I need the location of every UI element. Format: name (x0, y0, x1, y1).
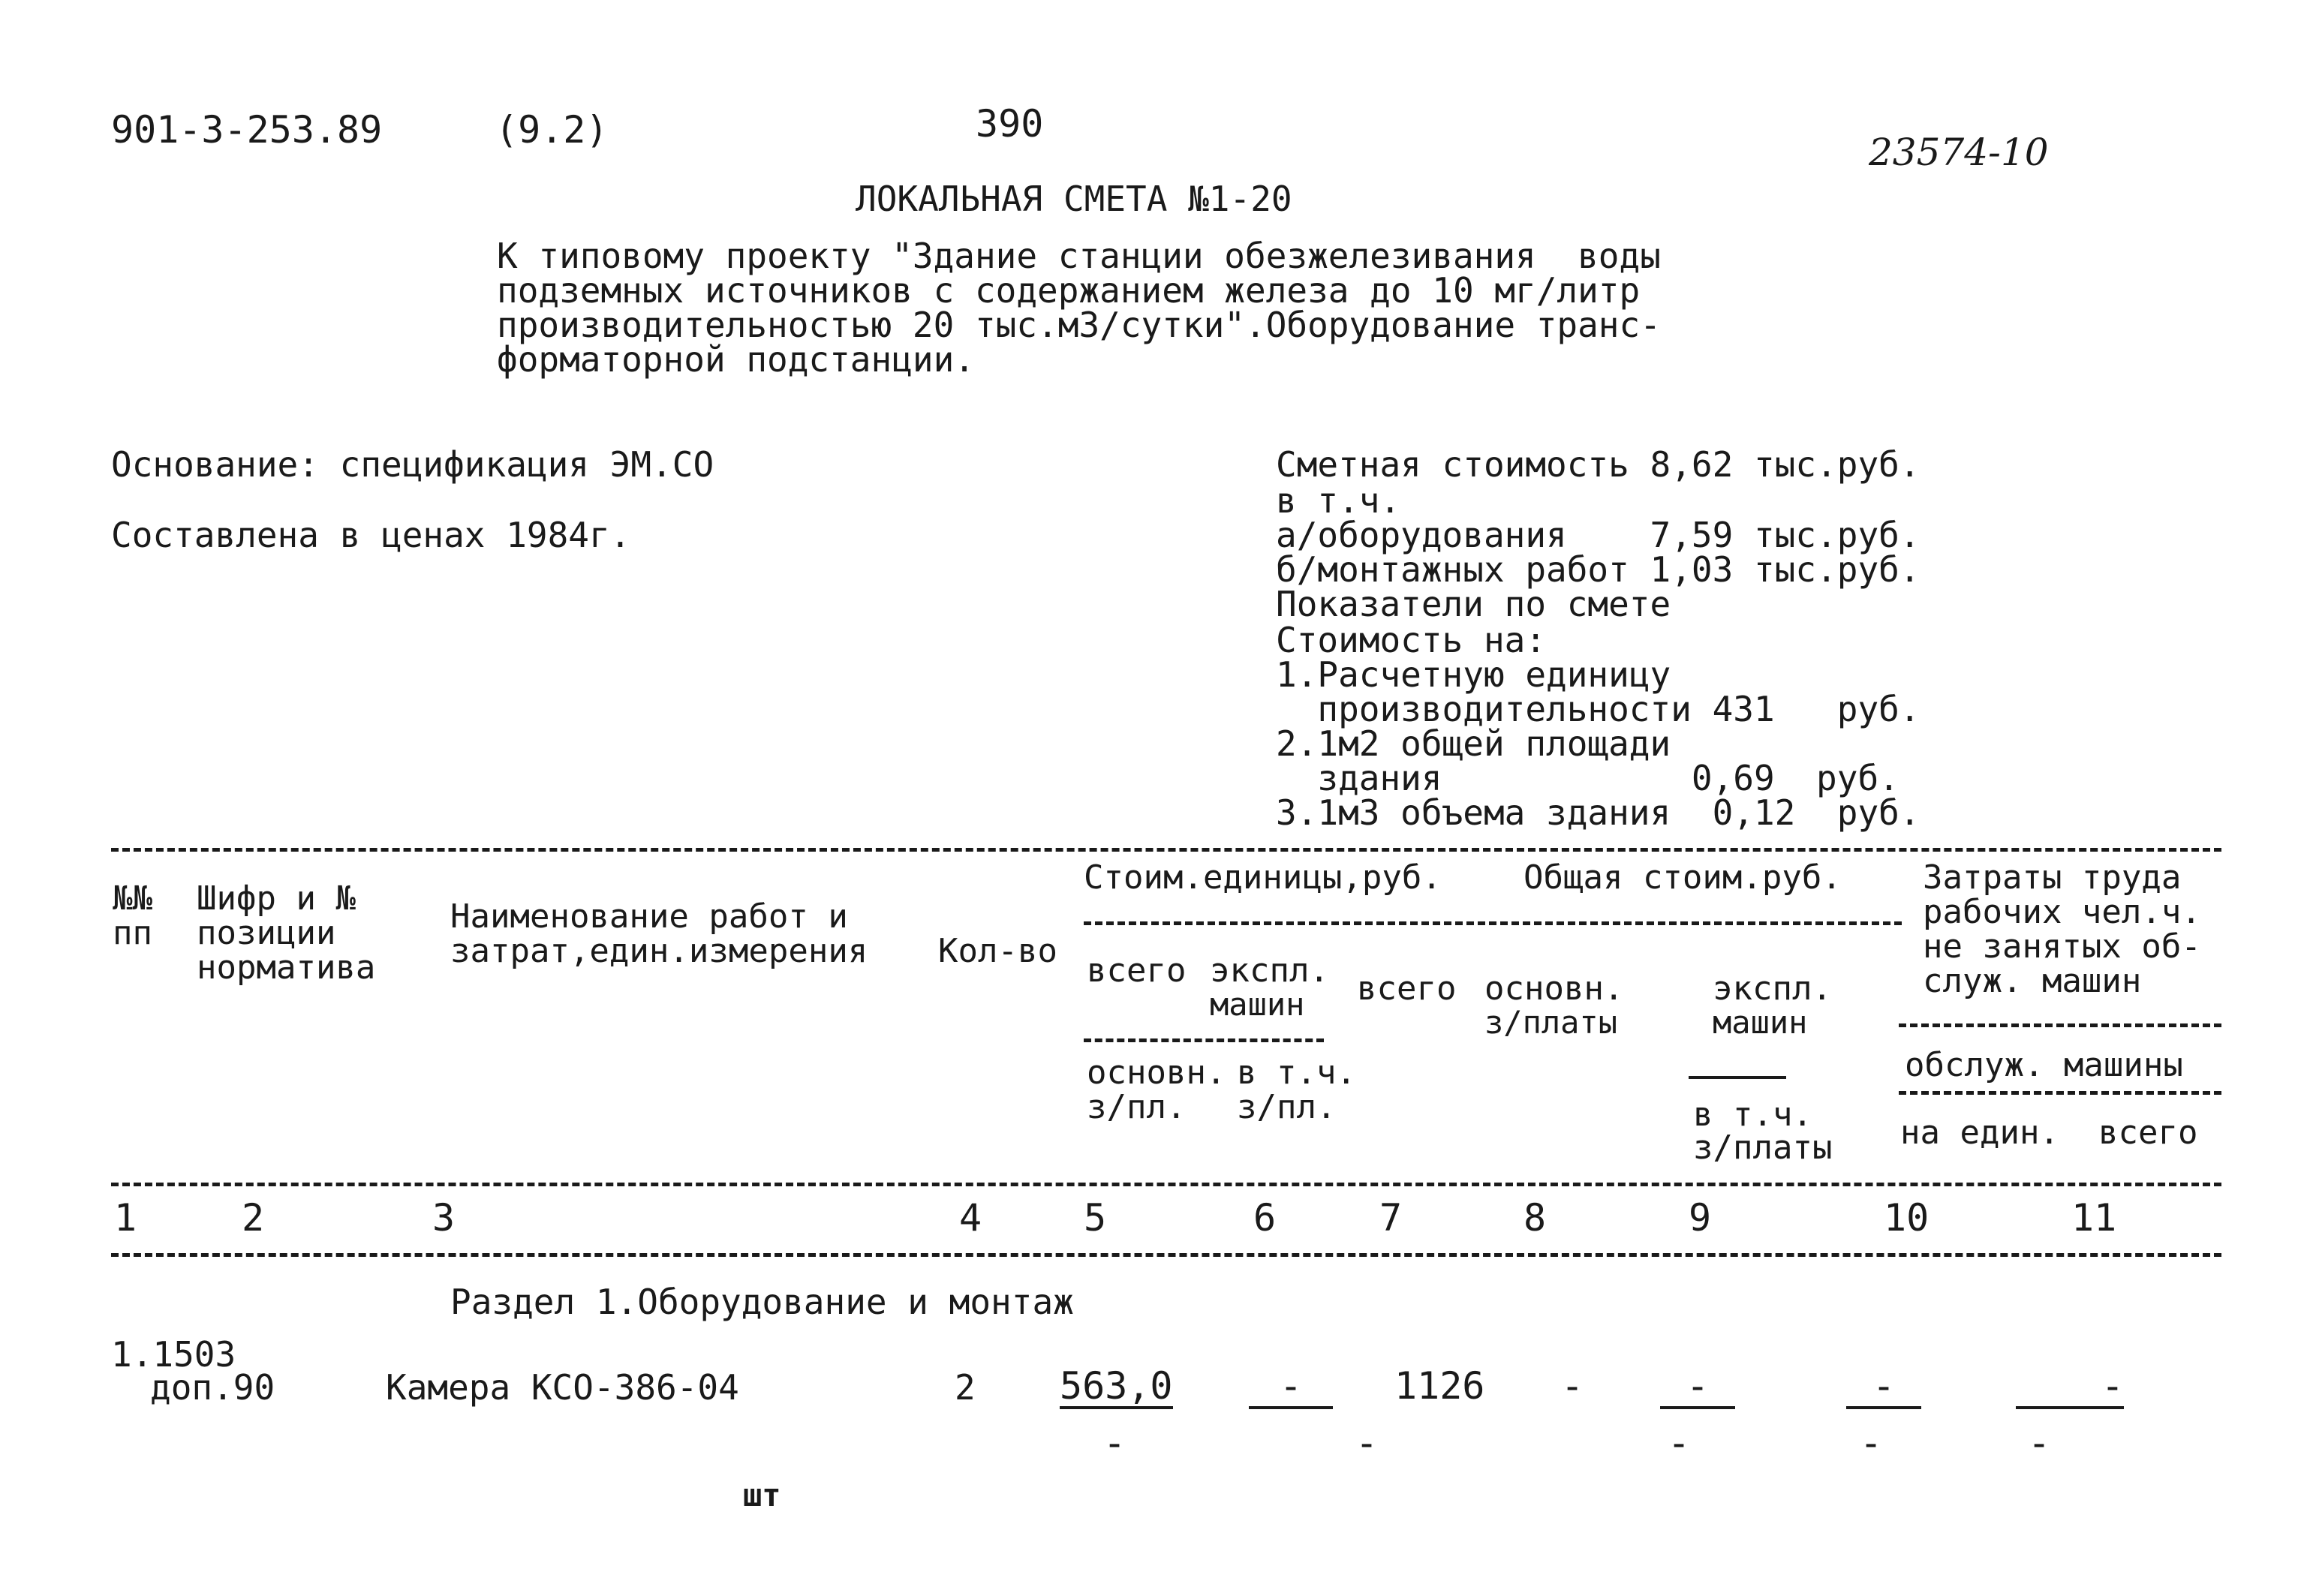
header-code: норматива (197, 948, 376, 987)
header-code: позиции (197, 914, 336, 952)
row-code-line2: доп.90 (150, 1367, 275, 1408)
summary-line: Показатели по смете (1276, 584, 1671, 624)
header-subrule (1899, 1091, 2221, 1095)
header-total-expl: машин (1713, 1004, 1808, 1041)
header-subrule (1084, 1038, 1324, 1042)
table-top-rule (111, 848, 2221, 852)
header-total-incl: в т.ч. (1693, 1096, 1812, 1134)
column-number-rule (111, 1183, 2221, 1186)
summary-line: 2.1м2 общей площади (1276, 723, 1671, 764)
header-subrule (1689, 1076, 1786, 1079)
description-line: подземных источников с содержанием железа до 10 мг/литр (497, 270, 1641, 311)
basis-prices: Составлена в ценах 1984г. (111, 515, 631, 555)
summary-line: Сметная стоимость 8,62 тыс.руб. (1276, 444, 1921, 485)
header-total-incl: з/платы (1693, 1129, 1833, 1167)
header-unit-base-salary: з/пл. (1087, 1088, 1187, 1126)
header-name: затрат,един.измерения (450, 932, 868, 970)
header-code: Шифр и № (197, 879, 356, 918)
header-labor-group: служ. машин (1923, 962, 2142, 1000)
summary-line: производительности 431 руб. (1276, 689, 1921, 729)
row-unit-of-measure: шт (743, 1477, 781, 1513)
header-unit-base-salary: основн. (1087, 1053, 1226, 1092)
header-unit-expl: машин (1210, 986, 1305, 1023)
page-number: 390 (976, 102, 1044, 146)
header-subrule (1899, 1023, 2221, 1027)
column-number: 3 (432, 1196, 456, 1240)
column-number: 8 (1523, 1196, 1547, 1240)
header-row-number: пп (113, 914, 152, 952)
header-total-all: всего (1357, 969, 1457, 1008)
column-number: 2 (242, 1196, 265, 1240)
header-labor-per-unit: на един. (1900, 1114, 2059, 1152)
description-line: К типовому проекту "Здание станции обезжелезивания воды (497, 236, 1661, 276)
header-subrule (1084, 921, 1902, 925)
summary-line: в т.ч. (1276, 480, 1401, 521)
column-number: 6 (1253, 1196, 1277, 1240)
header-labor-group: рабочих чел.ч. (1923, 893, 2201, 931)
summary-line: Стоимость на: (1276, 620, 1547, 660)
header-unit-incl-salary: в т.ч. (1237, 1053, 1356, 1092)
header-labor-total: всего (2098, 1114, 2198, 1152)
header-name: Наименование работ и (450, 897, 848, 936)
header-unit-expl: экспл. (1210, 951, 1329, 990)
row-labor-unit: - (1846, 1367, 1921, 1409)
row-total: 1126 (1394, 1364, 1485, 1408)
header-unit-incl-salary: з/пл. (1237, 1088, 1337, 1126)
summary-line: а/оборудования 7,59 тыс.руб. (1276, 515, 1921, 555)
column-number: 10 (1884, 1196, 1930, 1240)
header-total-expl: экспл. (1713, 969, 1832, 1008)
header-total-base: основн. (1484, 969, 1624, 1008)
row-name: Камера КСО-386-04 (386, 1367, 739, 1408)
section-title: Раздел 1.Оборудование и монтаж (450, 1282, 1074, 1322)
header-total-cost-group: Общая стоим.руб. (1523, 858, 1842, 897)
column-number: 9 (1689, 1196, 1712, 1240)
summary-line: здания 0,69 руб. (1276, 758, 1899, 798)
row-unit-cost: 563,0 (1060, 1364, 1173, 1408)
row-quantity: 2 (955, 1367, 976, 1408)
header-row-number: №№ (113, 879, 152, 918)
header-labor-group: Затраты труда (1923, 858, 2182, 897)
column-number: 11 (2071, 1196, 2117, 1240)
section-number: (9.2) (495, 108, 609, 152)
header-total-base: з/платы (1484, 1004, 1618, 1041)
column-number: 7 (1379, 1196, 1403, 1240)
inventory-number: 23574-10 (1869, 131, 2049, 174)
row-total-expl-sub: - (1668, 1421, 1691, 1465)
summary-line: 3.1м3 объема здания 0,12 руб. (1276, 792, 1921, 833)
header-quantity: Кол-во (938, 932, 1057, 970)
header-labor-group: не занятых об- (1923, 927, 2201, 966)
row-labor-total: - (2016, 1367, 2124, 1409)
column-number: 5 (1084, 1196, 1107, 1240)
row-total-base: - (1561, 1364, 1584, 1408)
header-unit-total: всего (1087, 951, 1187, 990)
basis-foundation: Основание: спецификация ЭМ.СО (111, 444, 714, 485)
description-line: форматорной подстанции. (497, 339, 975, 380)
column-number-rule (111, 1253, 2221, 1257)
header-labor-serving: обслуж. машины (1905, 1046, 2183, 1084)
document-title: ЛОКАЛЬНАЯ СМЕТА №1-20 (856, 179, 1292, 219)
row-unit-cost-sub: - (1103, 1421, 1126, 1465)
summary-line: б/монтажных работ 1,03 тыс.руб. (1276, 549, 1921, 590)
row-labor-total-sub: - (2028, 1421, 2051, 1465)
column-number: 4 (959, 1196, 982, 1240)
row-total-sub: - (1355, 1421, 1379, 1465)
header-unit-cost-group: Стоим.единицы,руб. (1084, 858, 1442, 897)
column-number: 1 (114, 1196, 137, 1240)
document-code: 901-3-253.89 (111, 108, 383, 152)
summary-line: 1.Расчетную единицу (1276, 654, 1671, 695)
row-unit-expl: - (1249, 1367, 1333, 1409)
row-labor-unit-sub: - (1860, 1421, 1883, 1465)
row-total-expl: - (1660, 1367, 1735, 1409)
row-code-line1: 1.1503 (111, 1334, 236, 1375)
description-line: производительностью 20 тыс.м3/сутки".Оборудование транс- (497, 305, 1661, 345)
